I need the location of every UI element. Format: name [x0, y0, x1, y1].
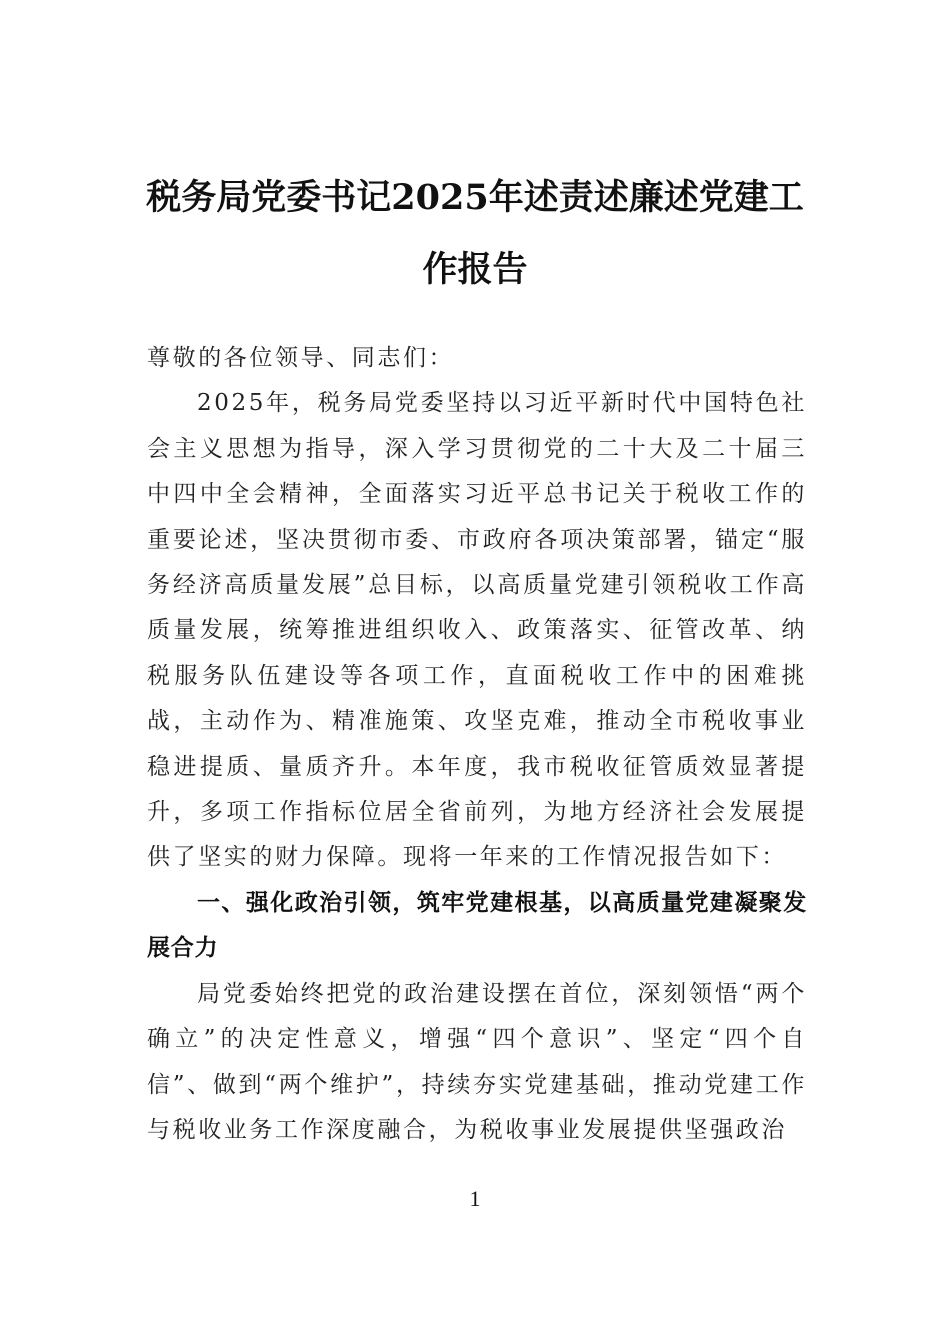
section-heading: 一、强化政治引领，筑牢党建根基，以高质量党建凝聚发展合力 [147, 889, 807, 962]
salutation: 尊敬的各位领导、同志们： [147, 345, 455, 371]
document-body [147, 336, 807, 1153]
page-number: 1 [469, 1186, 481, 1211]
intro-paragraph: 2025年，税务局党委坚持以习近平新时代中国特色社会主义思想为指导，深入学习贯彻党的二十大及二十届三中四中全会精神，全面落实习近平总书记关于税收工作的重要论述，坚决贯彻市委、市政府各项决策部署，锚定“服务经济高质量发展”总目标，以高质量党建引领税收工作高质量发展，统筹推进组织收入、政策落实、征管改革、纳税服务队伍建设等各项工作，直面税收工作中的困难挑战，主动作为、精准施策、攻坚克难，推动全市税收事业稳进提质、量质齐升。本年度，我市税收征管质效显著提升，多项工作指标位居全省前列，为地方经济社会发展提供了坚实的财力保障。现将一年来的工作情况报告如下： [147, 390, 807, 871]
document-title: 税务局党委书记2025年述责述廉述党建工作报告 [146, 177, 804, 290]
section-paragraph: 局党委始终把党的政治建设摆在首位，深刻领悟“两个确立”的决定性意义，增强“四个意识”、坚定“四个自信”、做到“两个维护”，持续夯实党建基础，推动党建工作与税收业务工作深度融合，为税收事业发展提供坚强政治 [147, 980, 807, 1143]
